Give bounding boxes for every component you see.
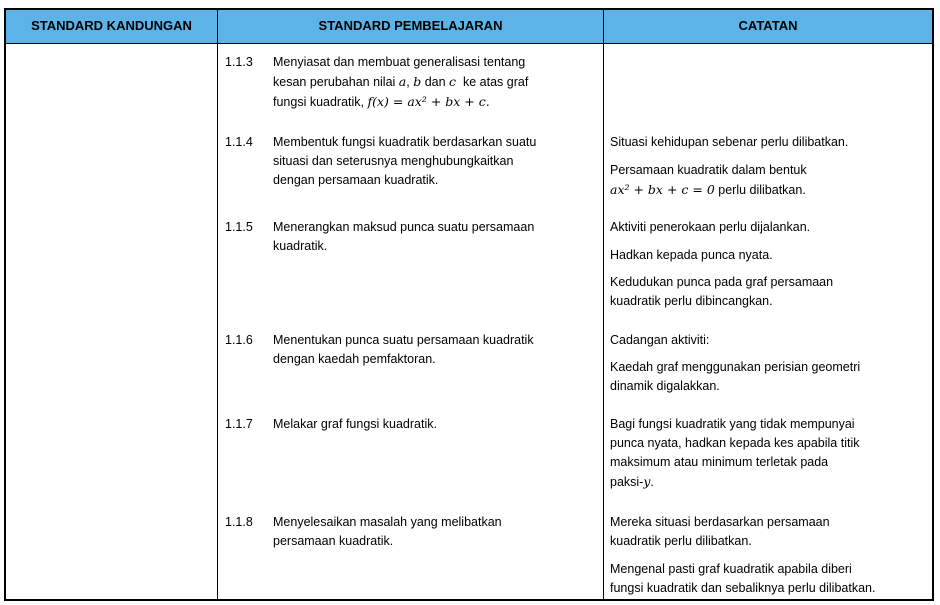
note-text: Cadangan aktiviti: (610, 333, 710, 347)
header-catatan: CATATAN (738, 18, 798, 33)
item-number: 1.1.3 (225, 55, 253, 69)
learning-standard-text: Menerangkan maksud punca suatu persamaan kuadratik. (273, 220, 535, 253)
item-number: 1.1.7 (225, 417, 253, 431)
learning-standard-text: Membentuk fungsi kuadratik berdasarkan suatu situasi dan seterusnya menghubungkaitkan dengan persamaan kuadratik. (273, 135, 537, 187)
note-text: Bagi fungsi kuadratik yang tidak mempunyai punca nyata, hadkan kepada kes apabila titik maksimum atau minimum terletak pada paksi-y. (610, 417, 860, 489)
note-text: Hadkan kepada punca nyata. (610, 248, 773, 262)
item-number: 1.1.8 (225, 515, 253, 529)
note-text: Aktiviti penerokaan perlu dijalankan. (610, 220, 811, 234)
item-number: 1.1.5 (225, 220, 253, 234)
header-standard-pembelajaran: STANDARD PEMBELAJARAN (318, 18, 503, 33)
note-text: Mereka situasi berdasarkan persamaan kuadratik perlu dilibatkan. (610, 515, 830, 548)
note-text: Situasi kehidupan sebenar perlu dilibatkan. (610, 135, 849, 149)
header-standard-kandungan: STANDARD KANDUNGAN (31, 18, 192, 33)
item-number: 1.1.4 (225, 135, 253, 149)
note-text: Kaedah graf menggunakan perisian geometri dinamik digalakkan. (610, 360, 861, 393)
note-text: Persamaan kuadratik dalam bentuk ax² + bx + c = 0 perlu dilibatkan. (610, 163, 807, 197)
learning-standard-text: Menyelesaikan masalah yang melibatkan persamaan kuadratik. (273, 515, 502, 548)
table-header (6, 10, 932, 44)
column-divider (217, 10, 218, 599)
note-text: Mengenal pasti graf kuadratik apabila diberi fungsi kuadratik dan sebaliknya perlu dilibatkan. (610, 562, 876, 595)
quadratic-formula: f(x) = ax² + bx + c. (367, 94, 490, 109)
quadratic-equation: ax² + bx + c = 0 (610, 182, 715, 197)
learning-standard-text: Menyiasat dan membuat generalisasi tentang kesan perubahan nilai a, b dan c ke atas graf fungsi kuadratik, f(x) = ax² + bx + c. (273, 55, 529, 109)
learning-standard-text: Menentukan punca suatu persamaan kuadratik dengan kaedah pemfaktoran. (273, 333, 534, 366)
learning-standard-text: Melakar graf fungsi kuadratik. (273, 417, 437, 431)
column-divider (603, 10, 604, 599)
note-text: Kedudukan punca pada graf persamaan kuadratik perlu dibincangkan. (610, 275, 834, 308)
curriculum-table (4, 8, 934, 601)
item-number: 1.1.6 (225, 333, 253, 347)
